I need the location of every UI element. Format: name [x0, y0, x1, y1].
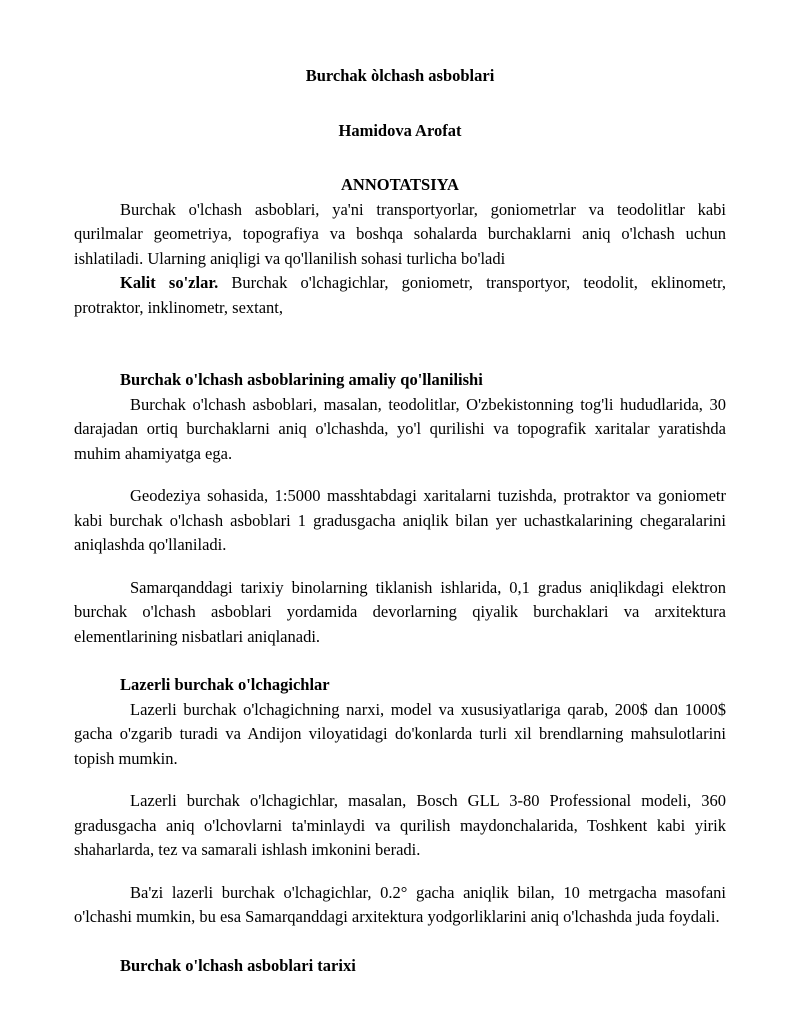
section2-paragraph: Ba'zi lazerli burchak o'lchagichlar, 0.2° gacha aniqlik bilan, 10 metrgacha masofani o'lchashi mumkin, bu esa Samarqanddagi arxitektura yodgorliklarini aniq o'lchashda juda foydali. — [74, 882, 726, 926]
document-title: Burchak òlchash asboblari — [305, 66, 495, 85]
section-heading-laser: Lazerli burchak o'lchagichlar — [120, 675, 330, 694]
section-heading-practical-use: Burchak o'lchash asboblarining amaliy qo'llanilishi — [120, 370, 483, 389]
document-page — [74, 64, 726, 978]
annotation-text: Burchak o'lchash asboblari, ya'ni transportyorlar, goniometrlar va teodolitlar kabi qurilmalar geometriya, topografiya va boshqa sohalarda burchaklarni aniq o'lchash uchun ishlatiladi. Ularning aniqligi va qo'llanilish sohasi turlicha bo'ladi — [74, 199, 726, 268]
section1-paragraph: Samarqanddagi tarixiy binolarning tiklanish ishlarida, 0,1 gradus aniqlikdagi elektron burchak o'lchash asboblari yordamida devorlarning qiyalik burchaklari va arxitektura elementlarining nisbatlari aniqlanadi. — [74, 577, 726, 646]
author-name: Hamidova Arofat — [338, 120, 462, 140]
section1-paragraph: Geodeziya sohasida, 1:5000 masshtabdagi xaritalarni tuzishda, protraktor va goniometr kabi burchak o'lchash asboblari 1 gradusgacha aniqlik bilan yer uchastkalarining chegaralarini aniqlashda qo'llaniladi. — [74, 486, 726, 554]
keywords-text: Burchak o'lchagichlar, goniometr, transportyor, teodolit, eklinometr, protraktor, inklinometr, sextant, — [74, 273, 726, 317]
keywords-label: Kalit so'zlar. — [120, 273, 219, 292]
keywords-paragraph — [74, 271, 726, 320]
section-heading-history: Burchak o'lchash asboblari tarixi — [120, 955, 356, 975]
section1-paragraph: Burchak o'lchash asboblari, masalan, teodolitlar, O'zbekistonning tog'li hududlarida, 30 darajadan ortiq burchaklarni aniq o'lchashda, yo'l qurilishi va topografik xaritalar yaratishda muhim ahamiyatga ega. — [74, 394, 726, 463]
section2-paragraph: Lazerli burchak o'lchagichlar, masalan, Bosch GLL 3-80 Professional modeli, 360 gradusgacha aniq o'lchovlarni ta'minlaydi va qurilish maydonchalarida, Toshkent kabi yirik shaharlarda, tez va samarali ishlash imkonini beradi. — [74, 791, 726, 859]
section2-paragraph: Lazerli burchak o'lchagichning narxi, model va xususiyatlariga qarab, 200$ dan 1000$ gacha o'zgarib turadi va Andijon viloyatidagi do'konlarda turli xil brendlarning mahsulotlarini topish mumkin. — [74, 699, 726, 768]
annotation-heading: ANNOTATSIYA — [341, 175, 459, 194]
